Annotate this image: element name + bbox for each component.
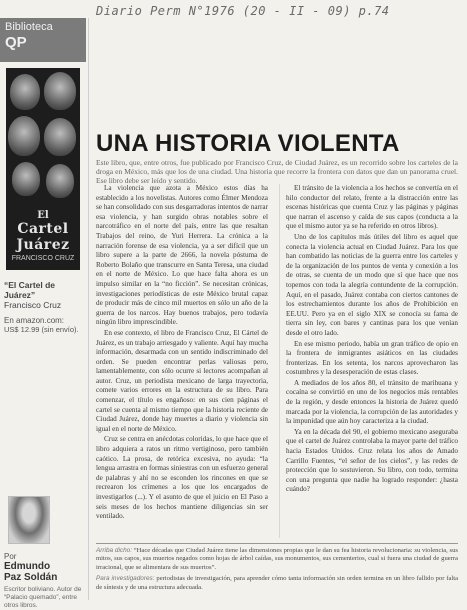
section-logo: QP [5,34,27,51]
paragraph: En ese mismo periodo, había un gran tráfico de opio en la frontera de inmigrantes asiáticos en las ciudades fronterizas. En los setenta, los narcos aprovecharon las costumbres y la desesperación de estas clases. [286,339,458,377]
cover-author: FRANCISCO CRUZ [11,255,75,262]
divider [88,18,89,600]
footnote-text: “Hace décadas que Ciudad Juárez tiene las dimensiones propias que le dan su fea historia revolucionaria: su violencia, sus mitos, sus capos, sus muertos negados como hojas de árbol caídas, sus monumentos, sus cementerios, cual si fuera una ciudad de guerra irracional, que se alimentara de sus muertos”. [96,547,458,571]
paragraph: A mediados de los años 80, el tránsito de marihuana y cocaína se convirtió en uno de los negocios más rentables de la región, y desde entonces la historia de Juárez quedó marcada por la violencia, la corrupción de las autoridades y la impunidad que aún hoy caracteriza a la ciudad. [286,378,458,426]
section-label: Biblioteca [5,21,53,33]
article-dek: Este libro, que, entre otros, fue publicado por Francisco Cruz, de Ciudad Juárez, es un recorrido sobre los carteles de la droga en México, más que los de una ciudad. Una historia que recorre la frontera con datos que dan un panorama cruel. Ese libro debe ser leído y sentido. [96,158,458,185]
book-author: Francisco Cruz [4,300,62,310]
cover-portrait [10,74,40,110]
author-surname: Paz Soldán [4,572,58,583]
section-header [0,18,86,62]
column-divider [279,184,280,538]
author-name: Edmundo [4,561,51,572]
footnote-item [96,547,458,572]
article-column-right [286,184,458,538]
paragraph: La violencia que azota a México estos días ha establecido a los novelistas. Autores como Élmer Mendoza se han consolidado con sus desgarradoras intentos de narrar esa violencia, y han surgido obras notables sobre el narcotráfico en el norte del país, entre las que resaltan Trabajos del reino, de Yuri Herrera. La crónica a la narración forense de esa violencia, ya a ser difícil que un libro supere a la parte de 2666, la novela póstuma de Roberto Bolaño que transcurre en Santa Teresa, una ciudad en el norte de México. Lo que hace falta ahora es un impulso similar en la “no ficción”. Se necesitan crónicas, investigaciones periodísticas de este México brutal capaz de producir más de cinco mil muertos en sólo un año de la guerra de los narcos. Hay buenos trabajos, pero todavía ningún libro imprescindible. [96,184,268,327]
book-title: “El Cartel de Juárez” [4,280,56,300]
footnote-text: periodistas de investigación, para aprender cómo tanta información sin orden termina en un libro fallido por falta de síntesis y de una estructura adecuada. [96,575,458,591]
footnote-label: Arriba dicho: [96,547,132,554]
cover-portrait [8,116,40,156]
footnotes [96,543,458,595]
author-box [4,552,86,610]
paragraph: El tránsito de la violencia a los hechos se convertía en el hilo conductor del relato, frente a la distracción entre las escenas históricas que cuenta Cruz y las páginas y páginas que narran el ascenso y caída de sus capos (conducta a la que el mismo autor ya se ha referido en otros libros). [286,184,458,231]
article-headline: UNA HISTORIA VIOLENTA [96,130,400,157]
cover-portrait [44,72,76,110]
book-price: US$ 12.99 (sin envío). [4,325,79,334]
handwritten-note: Diario Perm N°1976 (20 - II - 09) p.74 [96,4,390,18]
book-cover-image [6,68,80,270]
article-column-left [96,184,268,538]
cover-title-small: El [37,210,49,221]
paragraph: Cruz se centra en anécdotas coloridas, lo que hace que el libro adquiera a ratos un ritmo vertiginoso, pero también caótico. La prosa, de retórica excesiva, no ayuda: “la lengua arrastra en formas siniestras con un esfuerzo general de palabras y ahí no se esconden los rincones en que se recrearon los crímenes a los que los encargados de investigarlos (...). Y el asunto de que el juicio en El Paso a seis meses de los hechos mantiene diligencias sin ser ventilado. [96,435,268,521]
sidebar [0,18,86,609]
footnote-item [96,575,458,592]
cover-title-large: Cartel Juárez [16,221,70,253]
cover-portrait [44,118,76,156]
paragraph: En ese contexto, el libro de Francisco Cruz, El Cártel de Juárez, es un trabajo arriesgado y valiente. Aquí hay mucha información, desarmada con un sentido indiscriminado del orden. Se pueden encontrar perlas valiosas pero, lamentablemente, con sólo ocurre si lectores acompañan al autor. Cruz, un periodista mexicano de larga trayectoria, comete varios errores en la estructura de su libro. Para comenzar, el título es engañoso: en sus cien páginas el cartel se cuenta al mismo tiempo que la historia reciente de Ciudad Juárez, donde hay muertes a diario y violencia sin igual en el norte de México. [96,328,268,433]
cover-title [6,210,80,253]
book-info [4,280,84,334]
byline-prefix: Por [4,552,17,561]
author-bio: Escritor boliviano. Autor de “Palacio quemado”, entre otros libros. [4,586,82,609]
paragraph: Uno de los capítulos más útiles del libro es aquel que conecta la violencia actual en Ciudad Juárez. Para los que han combatido las noticias de la guerra entre los carteles y de la organización de los puntos de venta y conexión a los de otras, se cuenta de un modo que sí que hace que nos topemos con toda la alegría contundente de la corrupción. Aquí, en el pasado, Juárez contaba con ciertos cantones de los estrechamientos durante los años de Prohibición en EE.UU. Pero ya en el siglo XIX se conocía su fama de tierra sin ley, con bares y cantinas para los que venían desde el otro lado. [286,232,458,337]
store-label: En amazon.com: [4,316,65,325]
cover-portrait [12,162,40,196]
cover-portrait [46,164,74,198]
paragraph: Ya en la década del 90, el gobierno mexicano aseguraba que el cartel de Juárez controlaba la mayor parte del tráfico hacia Estados Unidos. Cruz relata los años de Amado Carrillo Fuentes, “el señor de los cielos”, y las redes de protección que lo sostuvieron. Su libro, con todo, termina con una pregunta que nadie ha logrado responder: ¿hasta cuándo? [286,427,458,494]
footnote-label: Para investigadores: [96,575,155,583]
author-photo [8,496,50,544]
